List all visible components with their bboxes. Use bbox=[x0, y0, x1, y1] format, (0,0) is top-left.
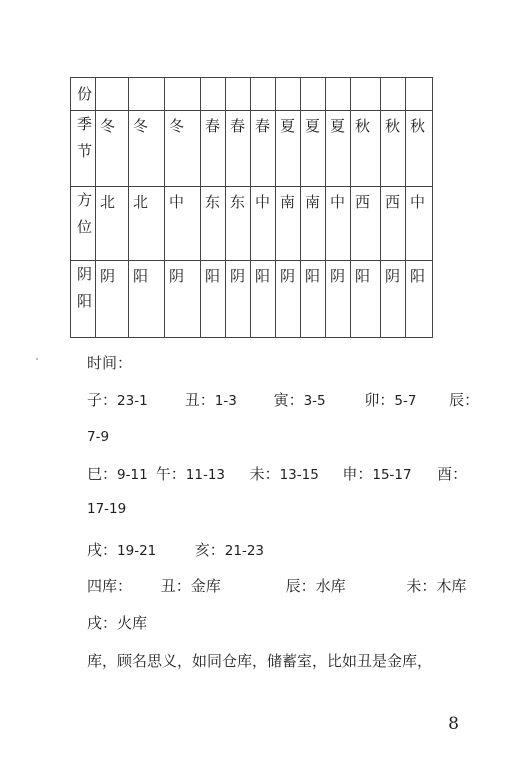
table-cell bbox=[251, 78, 276, 111]
table-cell bbox=[96, 187, 129, 261]
cell-text: 阴 bbox=[230, 267, 246, 285]
cell-text bbox=[165, 78, 200, 86]
cell-text bbox=[129, 78, 164, 86]
cell-text bbox=[226, 78, 250, 86]
table-cell bbox=[381, 78, 406, 111]
zodiac-table bbox=[70, 77, 433, 338]
table-cell bbox=[165, 111, 201, 187]
cell-text: 中 bbox=[330, 193, 346, 211]
cell-text: 冬 bbox=[169, 117, 185, 135]
table-cell bbox=[201, 187, 226, 261]
table-row bbox=[71, 111, 433, 187]
cell-text: 春 bbox=[255, 117, 271, 135]
cell-text bbox=[381, 78, 405, 86]
cell-text: 东 bbox=[205, 193, 221, 211]
table-cell bbox=[226, 78, 251, 111]
time-item: 子：23-1 bbox=[87, 391, 148, 409]
table-cell bbox=[276, 187, 301, 261]
table-cell bbox=[326, 111, 351, 187]
cell-text: 冬 bbox=[133, 117, 149, 135]
table-row bbox=[71, 261, 433, 338]
table-cell bbox=[381, 111, 406, 187]
table-cell bbox=[381, 261, 406, 338]
cell-text: 阳 bbox=[410, 267, 426, 285]
time-item: 午：11-13 bbox=[155, 465, 226, 483]
cell-text: 夏 bbox=[330, 117, 346, 135]
row-header-cell bbox=[71, 78, 96, 111]
cell-text bbox=[326, 78, 350, 86]
cell-text: 西 bbox=[385, 193, 401, 211]
storage-item: 未：木库 bbox=[406, 577, 467, 595]
table-cell bbox=[381, 187, 406, 261]
cell-text bbox=[406, 78, 432, 86]
table-cell bbox=[96, 261, 129, 338]
table-cell bbox=[165, 78, 201, 111]
table-cell bbox=[129, 78, 165, 111]
row-header-char: 节 bbox=[77, 142, 93, 160]
cell-text: 北 bbox=[100, 193, 116, 211]
cell-text: 春 bbox=[230, 117, 246, 135]
cell-text: 阴 bbox=[330, 267, 346, 285]
row-header-char: 位 bbox=[77, 218, 93, 236]
table-cell bbox=[165, 261, 201, 338]
time-item: 亥：21-23 bbox=[194, 541, 265, 559]
row-header-cell bbox=[71, 187, 96, 261]
time-item: 巳：9-11 bbox=[87, 465, 148, 483]
time-title: 时间： bbox=[87, 354, 133, 372]
cell-text bbox=[351, 78, 380, 86]
table-cell bbox=[251, 187, 276, 261]
table-cell bbox=[351, 111, 381, 187]
cell-text: 阳 bbox=[133, 267, 149, 285]
table-cell bbox=[301, 111, 326, 187]
time-item: 戌：19-21 bbox=[87, 541, 157, 559]
cell-text: 阳 bbox=[305, 267, 321, 285]
cell-text: 冬 bbox=[100, 117, 116, 135]
table-row bbox=[71, 78, 433, 111]
cell-text: 秋 bbox=[410, 117, 426, 135]
cell-text: 东 bbox=[230, 193, 246, 211]
time-item: 辰： bbox=[449, 391, 480, 409]
storage-line-2: 戌：火库 bbox=[87, 614, 148, 632]
time-line-3 bbox=[87, 463, 467, 484]
time-item: 未：13-15 bbox=[249, 465, 319, 483]
table-cell bbox=[251, 261, 276, 338]
table-cell bbox=[301, 261, 326, 338]
cell-text: 阳 bbox=[355, 267, 371, 285]
table-cell bbox=[406, 78, 433, 111]
storage-title: 四库： bbox=[87, 577, 133, 595]
cell-text: 南 bbox=[280, 193, 296, 211]
cell-text: 秋 bbox=[355, 117, 371, 135]
row-header-char: 季 bbox=[77, 115, 93, 133]
time-line-2: 7-9 bbox=[87, 429, 110, 445]
row-header-cell bbox=[71, 111, 96, 187]
row-header-cell bbox=[71, 261, 96, 338]
row-header-char: 阳 bbox=[77, 292, 93, 310]
row-header-char: 方 bbox=[77, 191, 93, 209]
cell-text: 阴 bbox=[100, 267, 116, 285]
cell-text: 阴 bbox=[280, 267, 296, 285]
table-cell bbox=[226, 261, 251, 338]
row-header-char: 阴 bbox=[77, 265, 93, 283]
table-cell bbox=[226, 187, 251, 261]
time-line-4: 17-19 bbox=[87, 501, 127, 517]
cell-text bbox=[201, 78, 225, 86]
table-cell bbox=[326, 261, 351, 338]
table-cell bbox=[301, 78, 326, 111]
row-header-char: 份 bbox=[77, 85, 93, 103]
cell-text: 中 bbox=[410, 193, 426, 211]
time-item: 寅：3-5 bbox=[273, 391, 326, 409]
cell-text bbox=[251, 78, 275, 86]
table-cell bbox=[326, 78, 351, 111]
table-cell bbox=[276, 261, 301, 338]
table-cell bbox=[129, 187, 165, 261]
table-cell bbox=[301, 187, 326, 261]
table-cell bbox=[251, 111, 276, 187]
storage-item: 丑：金库 bbox=[160, 577, 221, 595]
page-number: 8 bbox=[448, 714, 459, 734]
table-cell bbox=[406, 187, 433, 261]
storage-line bbox=[87, 575, 466, 596]
cell-text: 中 bbox=[169, 193, 185, 211]
time-line-1 bbox=[87, 389, 479, 410]
cell-text bbox=[96, 78, 128, 86]
time-item: 申：15-17 bbox=[342, 465, 412, 483]
table-cell bbox=[226, 111, 251, 187]
table-cell bbox=[96, 78, 129, 111]
table-cell bbox=[276, 78, 301, 111]
cell-text: 阴 bbox=[385, 267, 401, 285]
cell-text: 阴 bbox=[169, 267, 185, 285]
scan-speck bbox=[36, 358, 38, 360]
cell-text: 夏 bbox=[280, 117, 296, 135]
cell-text: 中 bbox=[255, 193, 271, 211]
cell-text bbox=[276, 78, 300, 86]
table-cell bbox=[276, 111, 301, 187]
time-item: 丑：1-3 bbox=[184, 391, 237, 409]
time-item: 酉： bbox=[437, 465, 468, 483]
cell-text bbox=[301, 78, 325, 86]
table-cell bbox=[201, 261, 226, 338]
table-cell bbox=[129, 111, 165, 187]
paragraph-line: 库，顾名思义，如同仓库，储蓄室，比如丑是金库， bbox=[87, 652, 433, 670]
table-cell bbox=[351, 78, 381, 111]
time-line-5 bbox=[87, 539, 264, 560]
table-cell bbox=[96, 111, 129, 187]
cell-text: 秋 bbox=[385, 117, 401, 135]
table-cell bbox=[326, 187, 351, 261]
table-cell bbox=[351, 261, 381, 338]
table-cell bbox=[351, 187, 381, 261]
cell-text: 西 bbox=[355, 193, 371, 211]
cell-text: 春 bbox=[205, 117, 221, 135]
cell-text: 北 bbox=[133, 193, 149, 211]
time-item: 卯：5-7 bbox=[364, 391, 417, 409]
table-row bbox=[71, 187, 433, 261]
cell-text: 南 bbox=[305, 193, 321, 211]
table-cell bbox=[406, 111, 433, 187]
cell-text: 夏 bbox=[305, 117, 321, 135]
table-cell bbox=[165, 187, 201, 261]
storage-item: 辰：水库 bbox=[285, 577, 346, 595]
table-cell bbox=[129, 261, 165, 338]
table-cell bbox=[201, 111, 226, 187]
table-cell bbox=[406, 261, 433, 338]
table-cell bbox=[201, 78, 226, 111]
cell-text: 阳 bbox=[255, 267, 271, 285]
cell-text: 阳 bbox=[205, 267, 221, 285]
